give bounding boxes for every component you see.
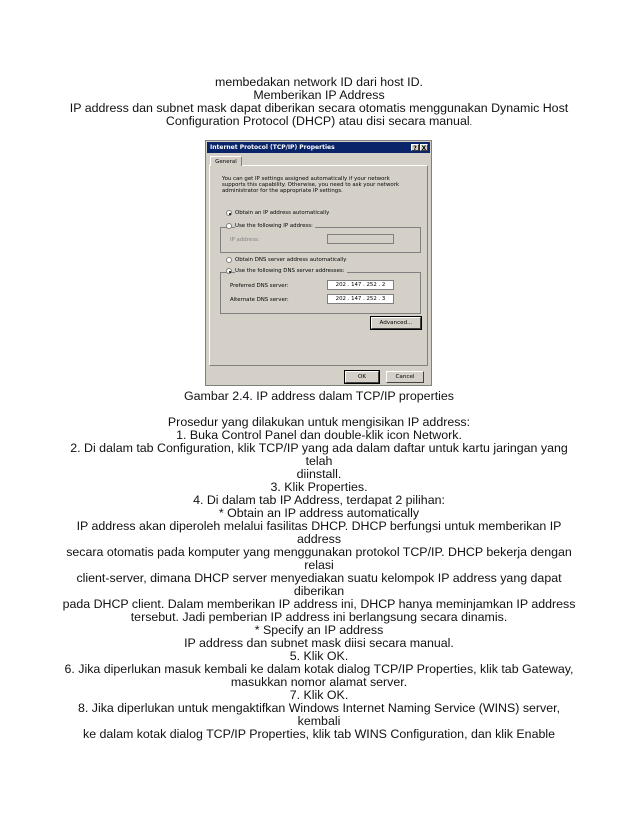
text-line [0,115,638,129]
text-line: ke dalam kotak dialog TCP/IP Properties, klik tab WINS Configuration, dan klik Enable [83,727,555,741]
text-line: membedakan network ID dari host ID. [215,75,423,89]
ok-button[interactable]: OK [345,371,379,383]
text-line: 1. Buka Control Panel dan double-klik icon Network. [176,428,462,442]
radio-use-dns[interactable] [226,268,232,274]
tcpip-properties-dialog [205,140,432,386]
text-line: IP address dan subnet mask dapat diberikan secara otomatis menggunakan Dynamic Host [69,101,569,115]
text-line: tersebut. Jadi pemberian IP address ini berlangsung secara dinamis. [130,610,508,624]
dialog-titlebar [207,142,430,153]
text-line: relasi [304,558,334,572]
dns-group [220,272,421,314]
close-icon[interactable]: X [421,145,427,152]
figure-caption: Gambar 2.4. IP address dalam TCP/IP properties [184,389,454,403]
radio-obtain-dns[interactable] [226,257,232,263]
text-line: address [296,532,342,546]
text-line: masukkan nomor alamat server. [230,675,408,689]
text-line: Prosedur yang dilakukan untuk mengisikan IP address: [167,415,471,429]
text-line: 8. Jika diperlukan untuk mengaktifkan Windows Internet Naming Service (WINS) server, [77,701,561,715]
text-line: * Specify an IP address [254,623,384,637]
text-line: 4. Di dalam tab IP Address, terdapat 2 pilihan: [193,493,445,507]
help-icon[interactable]: ? [411,144,419,151]
tab-general[interactable]: General [210,156,242,166]
text-line: pada DHCP client. Dalam memberikan IP address ini, DHCP hanya meminjamkan IP address [62,597,576,611]
ip-address-input[interactable] [327,234,394,244]
text-line: telah [305,454,333,468]
text-trailing-period: . [469,117,473,127]
advanced-button[interactable]: Advanced... [371,317,421,329]
general-panel [209,165,428,366]
text-line: IP address akan diperoleh melalui fasilitas DHCP. DHCP berfungsi untuk memberikan IP [76,519,562,533]
text-line: kembali [297,714,341,728]
text-line: secara otomatis pada komputer yang menggunakan protokol TCP/IP. DHCP bekerja dengan [66,545,572,559]
text-line: * Obtain an IP address automatically [218,506,420,520]
text-line: 5. Klik OK. [289,649,349,663]
text-line: 7. Klik OK. [289,688,349,702]
intro-text: administrator for the appropriate IP settings. [222,188,343,194]
intro-text: You can get IP settings assigned automatically if your network [222,176,390,182]
text-line: diberikan [293,584,345,598]
radio-use-dns-label: Use the following DNS server addresses: [235,268,345,274]
cancel-button[interactable]: Cancel [386,371,424,383]
radio-use-ip[interactable] [226,223,232,229]
radio-obtain-ip-label: Obtain an IP address automatically [235,210,330,216]
text-line: Memberikan IP Address [253,88,385,102]
text-line: 2. Di dalam tab Configuration, klik TCP/IP yang ada dalam daftar untuk kartu jaringan yang [70,441,568,455]
alternate-dns-input[interactable]: 202 . 147 . 252 . 3 [327,294,394,304]
preferred-dns-label: Preferred DNS server: [230,283,289,289]
radio-obtain-dns-label: Obtain DNS server address automatically [235,257,347,263]
radio-obtain-ip[interactable] [226,210,232,216]
alternate-dns-label: Alternate DNS server: [230,297,289,303]
preferred-dns-input[interactable]: 202 . 147 . 252 . 2 [327,280,394,290]
dialog-title: Internet Protocol (TCP/IP) Properties [210,144,335,151]
intro-text: supports this capability. Otherwise, you need to ask your network [222,182,400,188]
text-line: 6. Jika diperlukan masuk kembali ke dalam kotak dialog TCP/IP Properties, klik tab Gateway, [64,662,574,676]
text-line: diinstall. [296,467,342,481]
text-line: client-server, dimana DHCP server menyediakan suatu kelompok IP address yang dapat [76,571,562,585]
text-line: IP address dan subnet mask diisi secara manual. [184,636,454,650]
ip-address-label: IP address: [230,237,260,243]
text-line: 3. Klik Properties. [270,480,368,494]
text-line-main: Configuration Protocol (DHCP) atau disi secara manual [165,114,470,128]
radio-use-ip-label: Use the following IP address: [235,223,313,229]
